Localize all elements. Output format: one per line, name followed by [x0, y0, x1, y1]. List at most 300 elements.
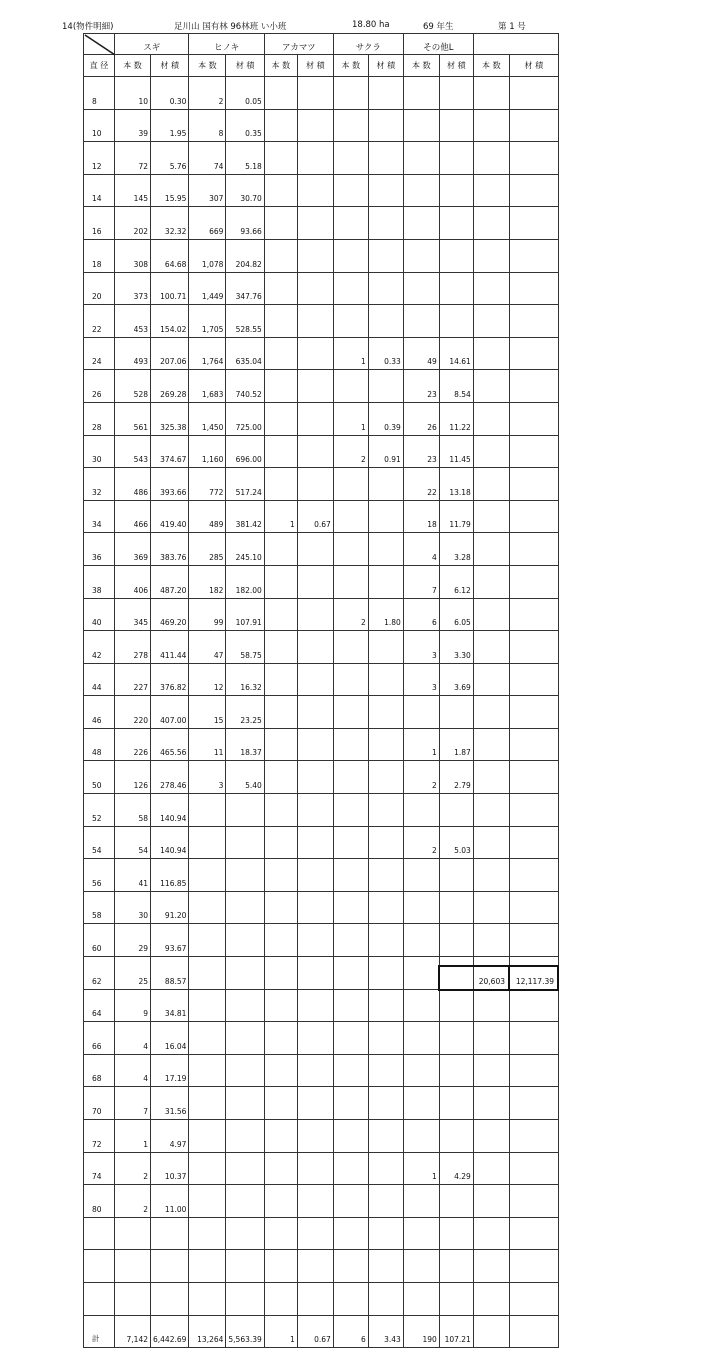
- blank-volume-cell: [509, 239, 558, 272]
- akamatsu-v-cell: [297, 77, 333, 110]
- akamatsu-v-cell: [297, 272, 333, 305]
- other-v-cell: 11.79: [439, 500, 473, 533]
- other-v-cell: 14.61: [439, 337, 473, 370]
- table-row: [84, 402, 559, 435]
- akamatsu-n-cell: [264, 794, 297, 827]
- table-row: [84, 533, 559, 566]
- volume-header: 材 積: [439, 55, 473, 77]
- sakura-v-cell: [368, 663, 403, 696]
- blank-count-cell: [473, 598, 509, 631]
- other-v-cell: [439, 239, 473, 272]
- other-n-cell: 7: [403, 565, 439, 598]
- total-akamatsu-n: 1: [264, 1315, 297, 1348]
- blank-volume-cell: [509, 1087, 558, 1120]
- akamatsu-v-cell: [297, 370, 333, 403]
- sakura-v-cell: [368, 957, 403, 990]
- diameter-cell: 18: [84, 239, 115, 272]
- totals-row: [84, 1315, 559, 1348]
- blank-volume-cell: [509, 500, 558, 533]
- blank-volume-cell: [509, 272, 558, 305]
- blank-count-cell: [473, 533, 509, 566]
- table-row: [84, 337, 559, 370]
- diameter-cell: 24: [84, 337, 115, 370]
- sakura-n-cell: [333, 174, 368, 207]
- blank-volume-cell: [509, 207, 558, 240]
- hinoki-v-cell: 517.24: [226, 468, 264, 501]
- other-n-cell: 2: [403, 826, 439, 859]
- blank-count-cell: [473, 826, 509, 859]
- count-header: 本 数: [473, 55, 509, 77]
- akamatsu-n-cell: [264, 663, 297, 696]
- sakura-n-cell: [333, 468, 368, 501]
- blank-count-cell: [473, 565, 509, 598]
- other-v-cell: 8.54: [439, 370, 473, 403]
- hinoki-v-cell: 5.40: [226, 761, 264, 794]
- sakura-n-cell: [333, 794, 368, 827]
- akamatsu-v-cell: [297, 1152, 333, 1185]
- akamatsu-v-cell: [297, 1217, 333, 1250]
- sugi-v-cell: 1.95: [151, 109, 189, 142]
- diameter-cell: 22: [84, 305, 115, 338]
- sugi-n-cell: 528: [115, 370, 151, 403]
- blank-count-cell: [473, 1185, 509, 1218]
- blank-count-cell: [473, 468, 509, 501]
- grand-total-count: 20,603: [439, 966, 509, 990]
- other-v-cell: [439, 891, 473, 924]
- sugi-v-cell: 31.56: [151, 1087, 189, 1120]
- hinoki-n-cell: [189, 1282, 226, 1315]
- other-v-cell: [439, 1022, 473, 1055]
- sugi-v-cell: 4.97: [151, 1120, 189, 1153]
- hinoki-n-cell: [189, 859, 226, 892]
- table-row: [84, 1152, 559, 1185]
- diameter-cell: 68: [84, 1054, 115, 1087]
- hinoki-n-cell: 47: [189, 631, 226, 664]
- akamatsu-v-cell: [297, 598, 333, 631]
- other-v-cell: [439, 696, 473, 729]
- akamatsu-v-cell: [297, 109, 333, 142]
- sakura-n-cell: [333, 1152, 368, 1185]
- blank-volume-cell: [509, 989, 558, 1022]
- sakura-v-cell: [368, 174, 403, 207]
- hinoki-v-cell: 30.70: [226, 174, 264, 207]
- sugi-n-cell: [115, 1282, 151, 1315]
- sakura-v-cell: [368, 305, 403, 338]
- table-row: [84, 1185, 559, 1218]
- sakura-n-cell: [333, 1120, 368, 1153]
- other-v-cell: [439, 174, 473, 207]
- blank-volume-cell: [509, 891, 558, 924]
- akamatsu-n-cell: [264, 989, 297, 1022]
- blank-count-cell: [473, 239, 509, 272]
- diameter-cell: 32: [84, 468, 115, 501]
- sugi-n-cell: 4: [115, 1022, 151, 1055]
- akamatsu-n-cell: [264, 859, 297, 892]
- sugi-v-cell: [151, 1217, 189, 1250]
- hinoki-v-cell: 635.04: [226, 337, 264, 370]
- total-akamatsu-v: 0.67: [297, 1315, 333, 1348]
- sugi-v-cell: 16.04: [151, 1022, 189, 1055]
- other-v-cell: [439, 109, 473, 142]
- diameter-cell: 30: [84, 435, 115, 468]
- hinoki-v-cell: [226, 826, 264, 859]
- total-other-n: 190: [403, 1315, 439, 1348]
- hinoki-n-cell: 74: [189, 142, 226, 175]
- diameter-cell: 60: [84, 924, 115, 957]
- blank-count-cell: [473, 305, 509, 338]
- other-v-cell: [439, 989, 473, 1022]
- hinoki-n-cell: 8: [189, 109, 226, 142]
- document-number: 14(物件明細): [62, 22, 114, 32]
- hinoki-n-cell: 1,450: [189, 402, 226, 435]
- hinoki-v-cell: 204.82: [226, 239, 264, 272]
- area: 18.80 ha: [352, 20, 390, 30]
- diameter-cell: 42: [84, 631, 115, 664]
- hinoki-v-cell: 696.00: [226, 435, 264, 468]
- blank-volume-cell: [509, 859, 558, 892]
- blank-count-cell: [473, 1087, 509, 1120]
- diameter-cell: 58: [84, 891, 115, 924]
- subheader-row: [84, 55, 559, 77]
- sakura-n-cell: 2: [333, 598, 368, 631]
- sugi-v-cell: 140.94: [151, 794, 189, 827]
- sugi-v-cell: 64.68: [151, 239, 189, 272]
- akamatsu-n-cell: [264, 924, 297, 957]
- akamatsu-n-cell: [264, 598, 297, 631]
- other-n-cell: [403, 207, 439, 240]
- akamatsu-n-cell: [264, 1185, 297, 1218]
- grand-total-box: [438, 965, 559, 991]
- akamatsu-n-cell: [264, 1120, 297, 1153]
- total-other-v: 107.21: [439, 1315, 473, 1348]
- sakura-v-cell: [368, 565, 403, 598]
- akamatsu-v-cell: [297, 957, 333, 990]
- akamatsu-n-cell: [264, 109, 297, 142]
- blank-volume-cell: [509, 402, 558, 435]
- sakura-n-cell: [333, 1217, 368, 1250]
- sakura-n-cell: [333, 1022, 368, 1055]
- diameter-cell: [84, 1217, 115, 1250]
- diameter-cell: 10: [84, 109, 115, 142]
- hinoki-v-cell: 107.91: [226, 598, 264, 631]
- blank-volume-cell: [509, 337, 558, 370]
- timber-table: [83, 33, 559, 1348]
- sakura-v-cell: [368, 761, 403, 794]
- blank-count-cell: [473, 174, 509, 207]
- count-header: 本 数: [189, 55, 226, 77]
- blank-volume-cell: [509, 1282, 558, 1315]
- hinoki-n-cell: 99: [189, 598, 226, 631]
- hinoki-n-cell: 772: [189, 468, 226, 501]
- other-n-cell: [403, 1185, 439, 1218]
- table-row: [84, 435, 559, 468]
- diameter-cell: 26: [84, 370, 115, 403]
- akamatsu-n-cell: [264, 272, 297, 305]
- diameter-cell: 56: [84, 859, 115, 892]
- akamatsu-v-cell: [297, 435, 333, 468]
- diameter-cell: 36: [84, 533, 115, 566]
- volume-header: 材 積: [226, 55, 264, 77]
- blank-volume-cell: [509, 794, 558, 827]
- akamatsu-n-cell: [264, 207, 297, 240]
- sugi-n-cell: 7: [115, 1087, 151, 1120]
- other-v-cell: 6.12: [439, 565, 473, 598]
- species-header-row: [84, 34, 559, 55]
- akamatsu-n-cell: [264, 761, 297, 794]
- other-n-cell: [403, 1087, 439, 1120]
- sugi-v-cell: 15.95: [151, 174, 189, 207]
- sugi-n-cell: [115, 1217, 151, 1250]
- blank-volume-cell: [509, 761, 558, 794]
- blank-count-cell: [473, 370, 509, 403]
- sakura-n-cell: [333, 565, 368, 598]
- other-n-cell: [403, 924, 439, 957]
- akamatsu-n-cell: [264, 468, 297, 501]
- table-row: [84, 1022, 559, 1055]
- hinoki-v-cell: [226, 924, 264, 957]
- akamatsu-n-cell: 1: [264, 500, 297, 533]
- table-row: [84, 1217, 559, 1250]
- total-sugi-n: 7,142: [115, 1315, 151, 1348]
- akamatsu-v-cell: [297, 859, 333, 892]
- sakura-v-cell: [368, 109, 403, 142]
- blank-count-cell: [473, 142, 509, 175]
- akamatsu-n-cell: [264, 1022, 297, 1055]
- hinoki-v-cell: [226, 1185, 264, 1218]
- sugi-v-cell: 10.37: [151, 1152, 189, 1185]
- total-hinoki-n: 13,264: [189, 1315, 226, 1348]
- other-n-cell: 2: [403, 761, 439, 794]
- sugi-v-cell: 88.57: [151, 957, 189, 990]
- sakura-v-cell: [368, 77, 403, 110]
- sakura-n-cell: [333, 631, 368, 664]
- other-n-cell: 1: [403, 728, 439, 761]
- other-n-cell: [403, 239, 439, 272]
- akamatsu-v-cell: [297, 1054, 333, 1087]
- sakura-v-cell: [368, 891, 403, 924]
- other-n-cell: [403, 142, 439, 175]
- other-v-cell: [439, 859, 473, 892]
- akamatsu-v-cell: [297, 663, 333, 696]
- sugi-v-cell: 93.67: [151, 924, 189, 957]
- sugi-n-cell: 72: [115, 142, 151, 175]
- other-v-cell: 11.45: [439, 435, 473, 468]
- other-v-cell: 1.87: [439, 728, 473, 761]
- table-row: [84, 891, 559, 924]
- sugi-n-cell: 373: [115, 272, 151, 305]
- sugi-v-cell: 383.76: [151, 533, 189, 566]
- other-v-cell: 13.18: [439, 468, 473, 501]
- sugi-v-cell: 469.20: [151, 598, 189, 631]
- akamatsu-v-cell: [297, 402, 333, 435]
- sugi-n-cell: 278: [115, 631, 151, 664]
- species-blank: [473, 34, 558, 55]
- diameter-cell: 46: [84, 696, 115, 729]
- sugi-n-cell: 308: [115, 239, 151, 272]
- sugi-n-cell: 493: [115, 337, 151, 370]
- akamatsu-v-cell: [297, 924, 333, 957]
- sugi-n-cell: 220: [115, 696, 151, 729]
- sugi-v-cell: 393.66: [151, 468, 189, 501]
- sugi-v-cell: 207.06: [151, 337, 189, 370]
- table-row: [84, 989, 559, 1022]
- blank-volume-cell: [509, 1152, 558, 1185]
- sheet-number: 第 1 号: [498, 22, 526, 32]
- hinoki-n-cell: 1,705: [189, 305, 226, 338]
- blank-count-cell: [473, 891, 509, 924]
- sakura-v-cell: [368, 1217, 403, 1250]
- akamatsu-v-cell: [297, 631, 333, 664]
- hinoki-n-cell: [189, 1120, 226, 1153]
- other-v-cell: [439, 1250, 473, 1283]
- akamatsu-n-cell: [264, 1152, 297, 1185]
- count-header: 本 数: [115, 55, 151, 77]
- other-n-cell: [403, 77, 439, 110]
- other-v-cell: [439, 305, 473, 338]
- species-sugi: スギ: [115, 34, 189, 55]
- hinoki-n-cell: 1,764: [189, 337, 226, 370]
- sakura-n-cell: [333, 370, 368, 403]
- sakura-n-cell: [333, 989, 368, 1022]
- sakura-v-cell: [368, 1185, 403, 1218]
- diameter-cell: 38: [84, 565, 115, 598]
- other-v-cell: [439, 1054, 473, 1087]
- blank-count-cell: [473, 859, 509, 892]
- blank-volume-cell: [509, 77, 558, 110]
- totals-label: 計: [84, 1315, 115, 1348]
- sakura-n-cell: [333, 826, 368, 859]
- table-row: [84, 77, 559, 110]
- sugi-v-cell: [151, 1282, 189, 1315]
- sugi-v-cell: 325.38: [151, 402, 189, 435]
- blank-count-cell: [473, 207, 509, 240]
- diameter-cell: 52: [84, 794, 115, 827]
- total-sakura-n: 6: [333, 1315, 368, 1348]
- sakura-v-cell: [368, 272, 403, 305]
- table-row: [84, 1282, 559, 1315]
- other-n-cell: 22: [403, 468, 439, 501]
- hinoki-v-cell: [226, 1087, 264, 1120]
- other-v-cell: [439, 1282, 473, 1315]
- hinoki-n-cell: [189, 957, 226, 990]
- species-akamatsu: アカマツ: [264, 34, 333, 55]
- hinoki-n-cell: [189, 1217, 226, 1250]
- sugi-v-cell: 374.67: [151, 435, 189, 468]
- sugi-n-cell: 30: [115, 891, 151, 924]
- sakura-v-cell: [368, 533, 403, 566]
- hinoki-v-cell: 245.10: [226, 533, 264, 566]
- blank-volume-cell: [509, 565, 558, 598]
- blank-count-cell: [473, 500, 509, 533]
- sugi-v-cell: 465.56: [151, 728, 189, 761]
- diameter-cell: 48: [84, 728, 115, 761]
- blank-volume-cell: [509, 142, 558, 175]
- table-row: [84, 565, 559, 598]
- diameter-cell: 54: [84, 826, 115, 859]
- other-v-cell: [439, 272, 473, 305]
- hinoki-v-cell: [226, 891, 264, 924]
- sakura-v-cell: [368, 696, 403, 729]
- sakura-n-cell: [333, 77, 368, 110]
- sugi-v-cell: 34.81: [151, 989, 189, 1022]
- total-sakura-v: 3.43: [368, 1315, 403, 1348]
- diameter-cell: 8: [84, 77, 115, 110]
- sugi-v-cell: 419.40: [151, 500, 189, 533]
- sugi-v-cell: 376.82: [151, 663, 189, 696]
- diameter-cell: 80: [84, 1185, 115, 1218]
- hinoki-v-cell: 58.75: [226, 631, 264, 664]
- sakura-n-cell: 2: [333, 435, 368, 468]
- akamatsu-v-cell: [297, 1120, 333, 1153]
- other-v-cell: [439, 77, 473, 110]
- blank-count-cell: [473, 402, 509, 435]
- count-header: 本 数: [403, 55, 439, 77]
- blank-volume-cell: [509, 924, 558, 957]
- sugi-v-cell: 278.46: [151, 761, 189, 794]
- blank-volume-cell: [509, 435, 558, 468]
- sugi-n-cell: 227: [115, 663, 151, 696]
- akamatsu-n-cell: [264, 957, 297, 990]
- sakura-n-cell: [333, 207, 368, 240]
- sugi-n-cell: 41: [115, 859, 151, 892]
- sakura-v-cell: [368, 1250, 403, 1283]
- akamatsu-n-cell: [264, 826, 297, 859]
- other-n-cell: [403, 1054, 439, 1087]
- akamatsu-n-cell: [264, 1250, 297, 1283]
- table-row: [84, 500, 559, 533]
- sakura-n-cell: [333, 109, 368, 142]
- hinoki-v-cell: [226, 1217, 264, 1250]
- sugi-n-cell: 29: [115, 924, 151, 957]
- table-row: [84, 1250, 559, 1283]
- sakura-n-cell: [333, 1054, 368, 1087]
- table-row: [84, 924, 559, 957]
- blank-count-cell: [473, 1250, 509, 1283]
- sakura-v-cell: 0.33: [368, 337, 403, 370]
- sugi-n-cell: 543: [115, 435, 151, 468]
- akamatsu-v-cell: [297, 794, 333, 827]
- diameter-cell: 14: [84, 174, 115, 207]
- hinoki-n-cell: 1,160: [189, 435, 226, 468]
- hinoki-n-cell: [189, 794, 226, 827]
- blank-volume-cell: [509, 631, 558, 664]
- volume-header: 材 積: [297, 55, 333, 77]
- diameter-cell: 50: [84, 761, 115, 794]
- other-v-cell: [439, 207, 473, 240]
- other-n-cell: [403, 891, 439, 924]
- table-row: [84, 1087, 559, 1120]
- table-row: [84, 826, 559, 859]
- blank-count-cell: [473, 435, 509, 468]
- sakura-v-cell: 1.80: [368, 598, 403, 631]
- sakura-v-cell: [368, 794, 403, 827]
- blank-count-cell: [473, 1217, 509, 1250]
- table-row: [84, 468, 559, 501]
- volume-header: 材 積: [509, 55, 558, 77]
- sugi-n-cell: 406: [115, 565, 151, 598]
- sugi-n-cell: 2: [115, 1152, 151, 1185]
- hinoki-n-cell: [189, 826, 226, 859]
- other-v-cell: 6.05: [439, 598, 473, 631]
- akamatsu-v-cell: [297, 761, 333, 794]
- sugi-n-cell: 4: [115, 1054, 151, 1087]
- other-v-cell: 2.79: [439, 761, 473, 794]
- sugi-n-cell: 369: [115, 533, 151, 566]
- other-n-cell: 23: [403, 370, 439, 403]
- sugi-v-cell: 269.28: [151, 370, 189, 403]
- blank-count-cell: [473, 1315, 509, 1348]
- blank-count-cell: [473, 794, 509, 827]
